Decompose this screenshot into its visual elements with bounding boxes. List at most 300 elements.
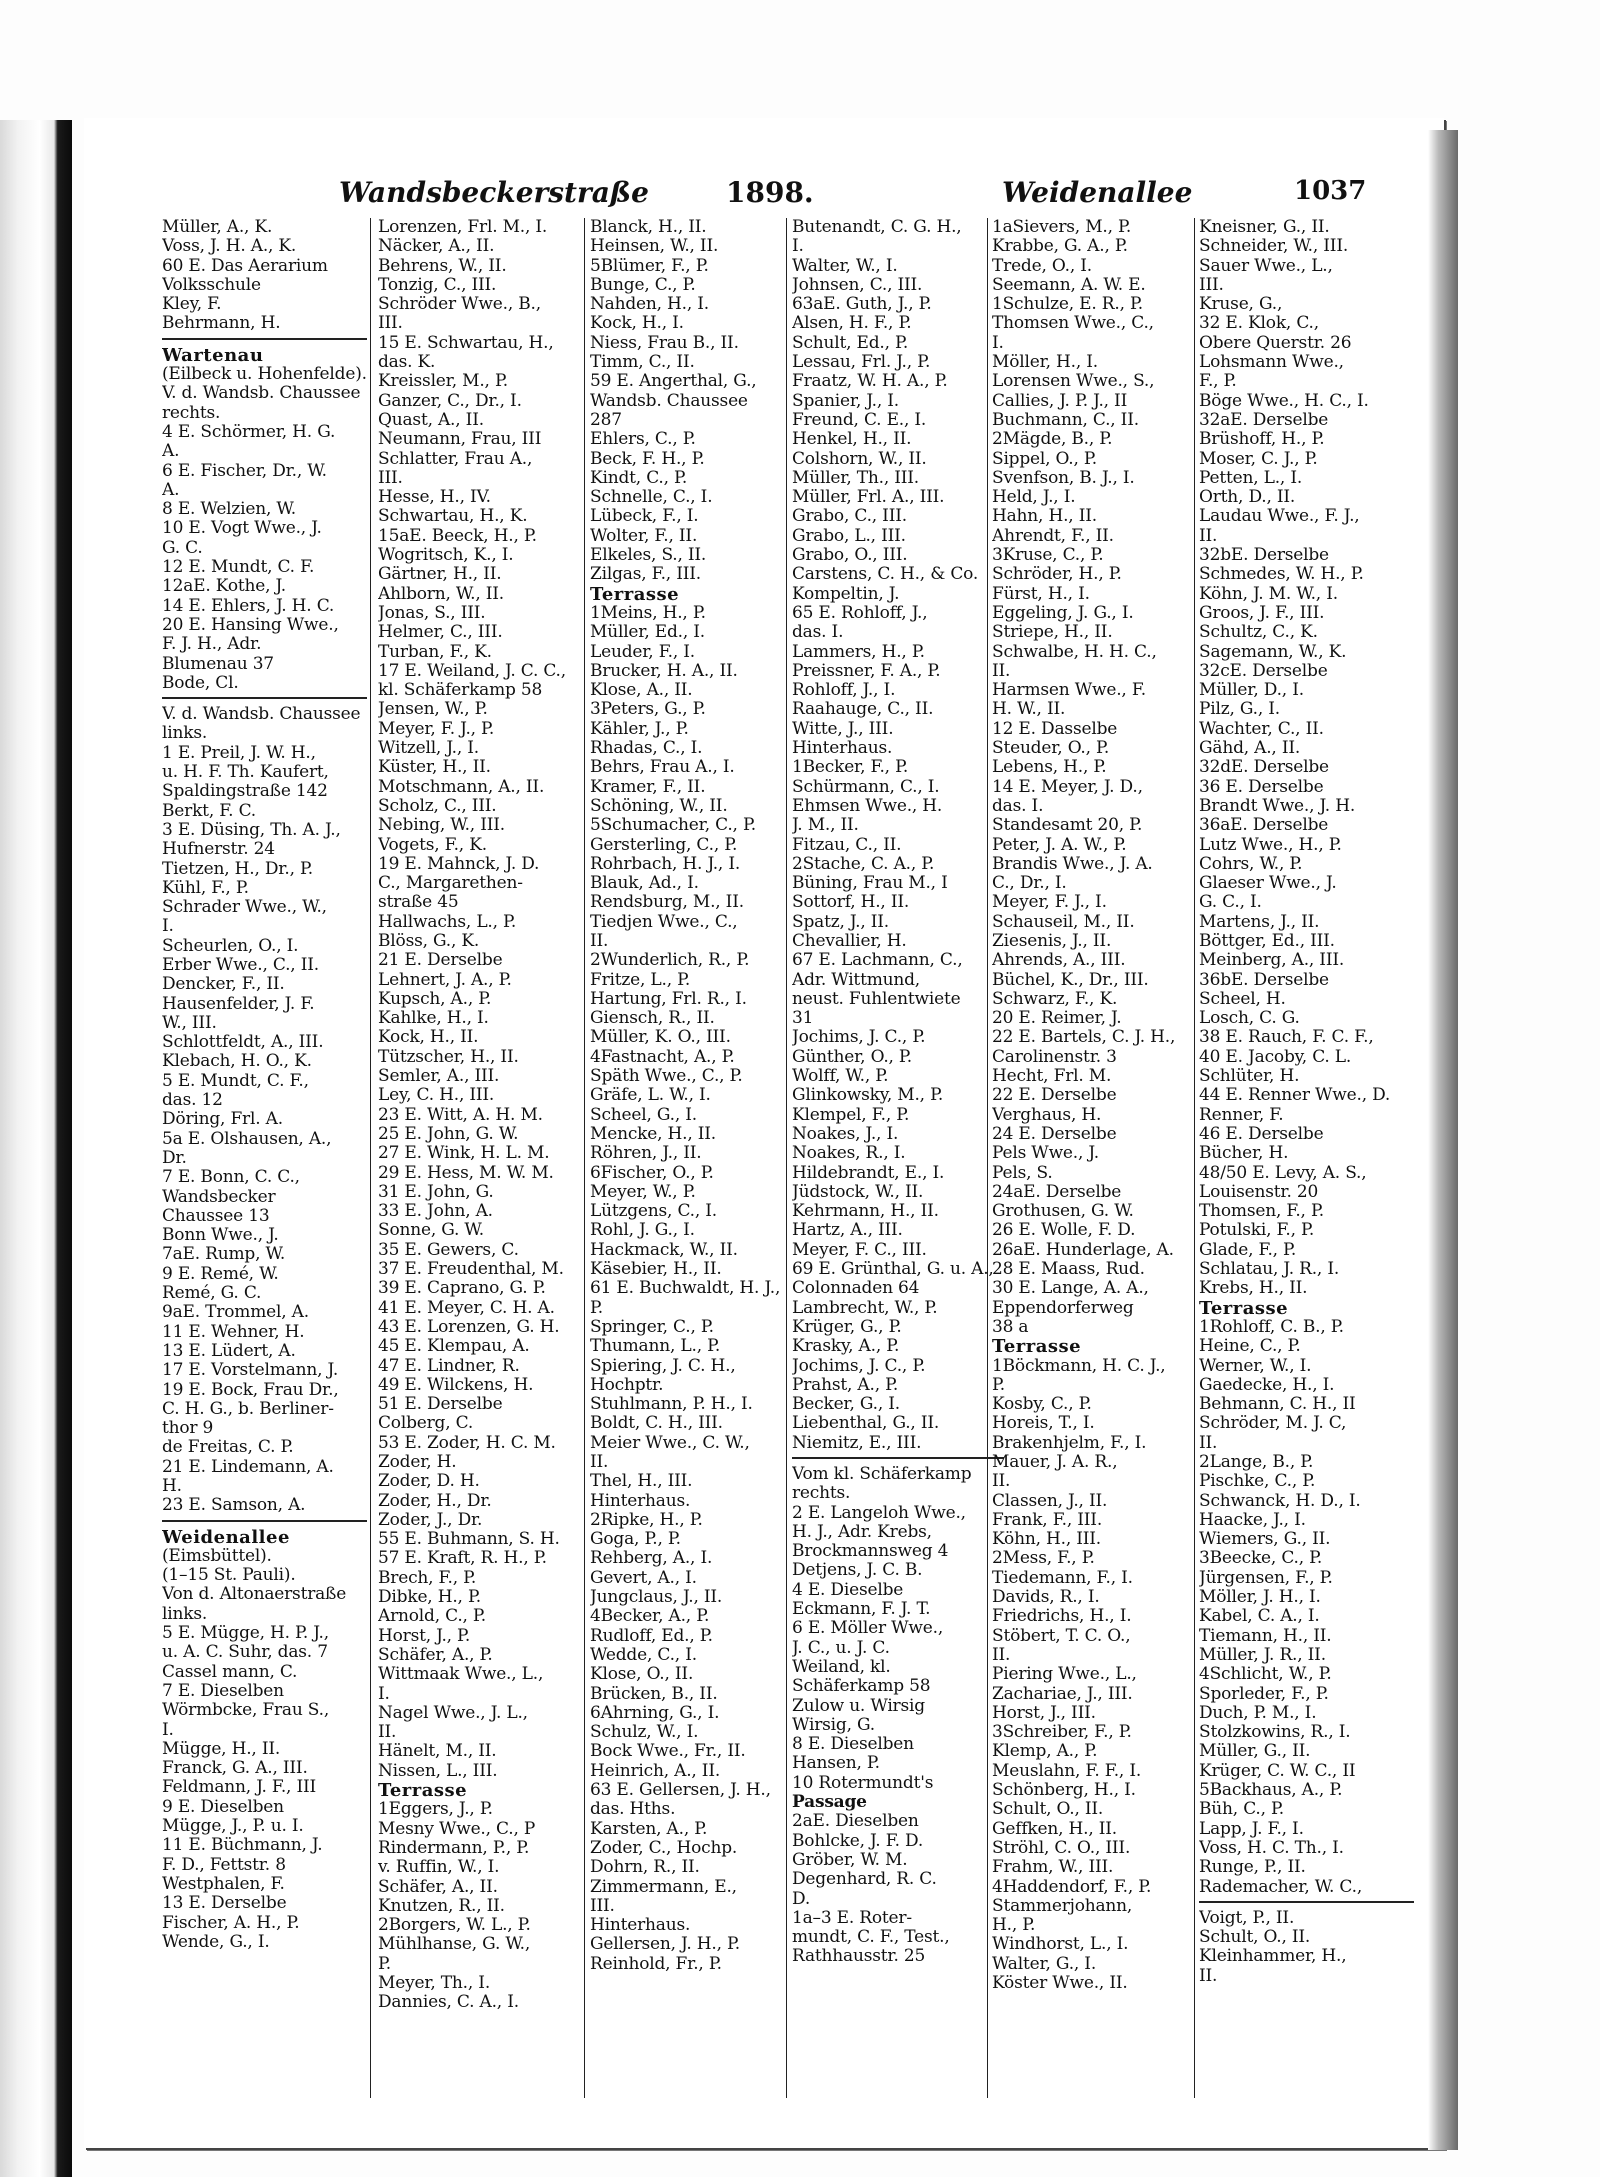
directory-entry: Kruse, G., bbox=[1199, 294, 1283, 315]
directory-entry: 24aE. Derselbe bbox=[992, 1181, 1122, 1202]
directory-entry: Hochptr. bbox=[590, 1374, 664, 1395]
directory-entry: I. bbox=[162, 916, 174, 937]
directory-entry: Hänelt, M., II. bbox=[378, 1741, 497, 1762]
directory-entry: Sagemann, W., K. bbox=[1199, 641, 1347, 662]
directory-entry: 1aSievers, M., P. bbox=[992, 218, 1132, 237]
directory-entry: Käsebier, H., II. bbox=[590, 1259, 722, 1280]
directory-entry: 4 E. Schörmer, H. G. bbox=[162, 421, 336, 442]
directory-entry: Spaldingstraße 142 bbox=[162, 781, 328, 802]
directory-entry: Fraatz, W. H. A., P. bbox=[792, 371, 948, 392]
directory-entry: Pels Wwe., J. bbox=[992, 1143, 1099, 1164]
directory-entry: 26 E. Wolle, F. D. bbox=[992, 1220, 1136, 1241]
directory-entry: 3Beecke, C., P. bbox=[1199, 1548, 1323, 1569]
directory-entry: Trede, O., I. bbox=[992, 255, 1092, 276]
directory-entry: Lammers, H., P. bbox=[792, 641, 925, 662]
directory-entry: Wirsig, G. bbox=[792, 1714, 875, 1735]
directory-entry: Kupsch, A., P. bbox=[378, 988, 492, 1009]
directory-entry: Semler, A., III. bbox=[378, 1066, 500, 1087]
directory-entry: 2Stache, C. A., P. bbox=[792, 853, 935, 874]
directory-entry: Prahst, A., P. bbox=[792, 1374, 899, 1395]
directory-entry: Köhn, J. M. W., I. bbox=[1199, 583, 1338, 604]
directory-entry: Vom kl. Schäferkamp bbox=[792, 1464, 972, 1484]
directory-entry: Zimmermann, E., bbox=[590, 1876, 737, 1897]
directory-entry: Hinterhaus. bbox=[590, 1915, 691, 1936]
directory-entry: Schauseil, M., II. bbox=[992, 911, 1135, 932]
directory-entry: Nissen, L., III. bbox=[378, 1760, 498, 1781]
directory-entry: Müller, A., K. bbox=[162, 218, 273, 237]
directory-entry: 2Borgers, W. L., P. bbox=[378, 1915, 531, 1936]
directory-entry: Schult, O., II. bbox=[1199, 1927, 1311, 1948]
directory-entry: H. J., Adr. Krebs, bbox=[792, 1521, 932, 1542]
directory-entry: Büning, Frau M., I bbox=[792, 873, 948, 894]
directory-entry: Müller, D., I. bbox=[1199, 680, 1304, 701]
directory-entry: Preissner, F. A., P. bbox=[792, 660, 941, 681]
directory-entry: 37 E. Freudenthal, M. bbox=[378, 1259, 564, 1280]
directory-entry: Hartz, A., III. bbox=[792, 1220, 903, 1241]
directory-entry: Schröder, H., P. bbox=[992, 564, 1122, 585]
directory-entry: Stuhlmann, P. H., I. bbox=[590, 1394, 753, 1415]
section-heading: Terrasse bbox=[378, 1780, 468, 1802]
directory-entry: u. A. C. Suhr, das. 7 bbox=[162, 1642, 328, 1663]
directory-entry: 21 E. Lindemann, A. bbox=[162, 1456, 334, 1477]
directory-entry: II. bbox=[992, 1471, 1011, 1492]
directory-entry: Grothusen, G. W. bbox=[992, 1201, 1134, 1222]
directory-entry: Krasky, A., P. bbox=[792, 1336, 900, 1357]
directory-entry: Thomsen, F., P. bbox=[1199, 1201, 1324, 1222]
directory-entry: Svenfson, B. J., I. bbox=[992, 467, 1135, 488]
directory-entry: Wedde, C., I. bbox=[590, 1644, 697, 1665]
section-heading: Terrasse bbox=[1199, 1297, 1289, 1319]
directory-entry: 2Lange, B., P. bbox=[1199, 1452, 1314, 1472]
directory-entry: Noakes, J., I. bbox=[792, 1123, 899, 1144]
directory-entry: Adr. Wittmund, bbox=[792, 969, 921, 990]
directory-entry: 15 E. Schwartau, H., bbox=[378, 332, 554, 353]
directory-entry: 36aE. Derselbe bbox=[1199, 815, 1329, 836]
directory-entry: (Eimsbüttel). bbox=[162, 1545, 272, 1566]
directory-entry: Schwalbe, H. H. C., bbox=[992, 641, 1157, 662]
directory-entry: Müller, J. R., II. bbox=[1199, 1644, 1326, 1665]
directory-entry: V. d. Wandsb. Chaussee bbox=[162, 383, 361, 404]
directory-entry: Klose, A., II. bbox=[590, 680, 693, 701]
directory-entry: 33 E. John, A. bbox=[378, 1201, 493, 1222]
directory-entry: Nagel Wwe., J. L., bbox=[378, 1702, 528, 1723]
directory-entry: 22 E. Bartels, C. J. H., bbox=[992, 1027, 1176, 1048]
directory-entry: Henkel, H., II. bbox=[792, 429, 912, 450]
directory-entry: Zoder, H., Dr. bbox=[378, 1490, 492, 1511]
directory-entry: Renner, F. bbox=[1199, 1104, 1284, 1125]
directory-entry: Leuder, F., I. bbox=[590, 641, 695, 662]
directory-entry: Ganzer, C., Dr., I. bbox=[378, 390, 522, 411]
directory-entry: 17 E. Weiland, J. C. C., bbox=[378, 660, 566, 681]
directory-entry: 19 E. Bock, Frau Dr., bbox=[162, 1379, 339, 1400]
directory-entry: 51 E. Derselbe bbox=[378, 1394, 503, 1415]
directory-entry: Lorensen Wwe., S., bbox=[992, 371, 1155, 392]
directory-entry: Westphalen, F. bbox=[162, 1873, 285, 1894]
directory-entry: Wogritsch, K., I. bbox=[378, 545, 514, 566]
directory-entry: Timm, C., II. bbox=[590, 352, 695, 373]
directory-entry: Eckmann, F. J. T. bbox=[792, 1599, 931, 1620]
directory-entry: Kühl, F., P. bbox=[162, 877, 249, 898]
directory-entry: Kock, H., II. bbox=[378, 1027, 479, 1048]
directory-entry: Zoder, D. H. bbox=[378, 1471, 480, 1492]
directory-entry: Glaeser Wwe., J. bbox=[1199, 873, 1337, 894]
directory-entry: 5Schumacher, C., P. bbox=[590, 815, 756, 836]
directory-entry: Moser, C. J., P. bbox=[1199, 448, 1318, 469]
directory-entry: Wolff, W., P. bbox=[792, 1066, 889, 1087]
directory-entry: 3Kruse, C., P. bbox=[992, 545, 1104, 566]
directory-entry: Behmann, C. H., II bbox=[1199, 1394, 1356, 1415]
directory-entry: Rudloff, Ed., P. bbox=[590, 1625, 713, 1646]
directory-entry: Meyer, F. J., P. bbox=[378, 718, 495, 739]
directory-entry: Mügge, H., II. bbox=[162, 1738, 281, 1759]
directory-entry: 1Eggers, J., P. bbox=[378, 1799, 493, 1820]
directory-entry: Mauer, J. A. R., bbox=[992, 1452, 1118, 1472]
directory-entry: Erber Wwe., C., II. bbox=[162, 954, 319, 975]
directory-entry: Frahm, W., III. bbox=[992, 1857, 1114, 1878]
directory-entry: das. I. bbox=[992, 795, 1044, 816]
directory-entry: Sippel, O., P. bbox=[992, 448, 1097, 469]
directory-entry: Wolter, F., II. bbox=[590, 525, 698, 546]
directory-entry: Rademacher, W. C., bbox=[1199, 1876, 1363, 1897]
directory-entry: Sottorf, H., II. bbox=[792, 892, 910, 913]
directory-entry: J. M., II. bbox=[792, 815, 859, 836]
directory-entry: Brücken, B., II. bbox=[590, 1683, 718, 1704]
directory-entry: H. W., II. bbox=[992, 699, 1066, 720]
directory-entry: Gräfe, L. W., I. bbox=[590, 1085, 711, 1106]
running-head-right: Weidenallee bbox=[1002, 176, 1193, 209]
directory-entry: W., III. bbox=[162, 1012, 217, 1033]
directory-entry: Büchel, K., Dr., III. bbox=[992, 969, 1149, 990]
directory-entry: 15aE. Beeck, H., P. bbox=[378, 525, 537, 546]
directory-entry: 67 E. Lachmann, C., bbox=[792, 950, 963, 971]
directory-entry: 3Peters, G., P. bbox=[590, 699, 706, 720]
directory-entry: Gellersen, J. H., P. bbox=[590, 1934, 740, 1955]
directory-entry: Bonn Wwe., J. bbox=[162, 1225, 279, 1246]
directory-entry: Müller, Frl. A., III. bbox=[792, 487, 945, 508]
directory-entry: 28 E. Maass, Rud. bbox=[992, 1259, 1145, 1280]
directory-entry: Helmer, C., III. bbox=[378, 622, 503, 643]
directory-entry: 2Mess, F., P. bbox=[992, 1548, 1095, 1569]
directory-entry: 14 E. Ehlers, J. H. C. bbox=[162, 595, 335, 616]
directory-entry: Feldmann, J. F., III bbox=[162, 1777, 317, 1798]
directory-entry: Louisenstr. 20 bbox=[1199, 1181, 1319, 1202]
directory-entry: Mencke, H., II. bbox=[590, 1123, 716, 1144]
directory-entry: H., P. bbox=[992, 1915, 1036, 1936]
directory-entry: 21 E. Derselbe bbox=[378, 950, 503, 971]
directory-entry: 5Blümer, F., P. bbox=[590, 255, 709, 276]
directory-entry: P. bbox=[992, 1374, 1005, 1395]
directory-entry: 14 E. Meyer, J. D., bbox=[992, 776, 1143, 797]
directory-entry: Hildebrandt, E., I. bbox=[792, 1162, 945, 1183]
directory-entry: Voss, H. C. Th., I. bbox=[1199, 1837, 1344, 1858]
page-shadow bbox=[1428, 130, 1458, 2150]
directory-entry: rechts. bbox=[792, 1483, 851, 1504]
directory-entry: Thel, H., III. bbox=[590, 1471, 693, 1492]
directory-entry: links. bbox=[162, 723, 208, 744]
directory-entry: Böttger, Ed., III. bbox=[1199, 930, 1335, 951]
directory-entry: Hinterhaus. bbox=[792, 738, 893, 759]
directory-entry: 2Ripke, H., P. bbox=[590, 1509, 703, 1530]
directory-entry: Callies, J. P. J., II bbox=[992, 390, 1128, 411]
directory-entry: Franck, G. A., III. bbox=[162, 1758, 308, 1779]
directory-entry: Voss, J. H. A., K. bbox=[162, 236, 297, 257]
directory-entry: Springer, C., P. bbox=[590, 1316, 714, 1337]
directory-entry: Obere Querstr. 26 bbox=[1199, 332, 1352, 353]
directory-entry: 5Backhaus, A., P. bbox=[1199, 1780, 1343, 1801]
directory-entry: Piering Wwe., L., bbox=[992, 1664, 1137, 1685]
directory-entry: P. bbox=[378, 1953, 391, 1974]
directory-entry: Hallwachs, L., P. bbox=[378, 911, 517, 932]
directory-entry: Turban, F., K. bbox=[378, 641, 492, 662]
directory-entry: Wiemers, G., II. bbox=[1199, 1529, 1331, 1550]
directory-entry: Thumann, L., P. bbox=[590, 1336, 721, 1357]
directory-entry: 23 E. Samson, A. bbox=[162, 1495, 306, 1516]
directory-entry: das. Hths. bbox=[590, 1799, 676, 1820]
directory-entry: III. bbox=[378, 467, 403, 488]
directory-entry: Büh, C., P. bbox=[1199, 1799, 1285, 1820]
section-heading: Terrasse bbox=[992, 1336, 1082, 1358]
directory-entry: Horst, J., III. bbox=[992, 1702, 1096, 1723]
directory-entry: kl. Schäferkamp 58 bbox=[378, 680, 543, 701]
directory-entry: 19 E. Mahnck, J. D. bbox=[378, 853, 540, 874]
directory-entry: Carstens, C. H., & Co. bbox=[792, 564, 979, 585]
directory-entry: Brandt Wwe., J. H. bbox=[1199, 795, 1356, 816]
directory-entry: Davids, R., I. bbox=[992, 1587, 1100, 1608]
directory-entry: 6Fischer, O., P. bbox=[590, 1162, 714, 1183]
directory-entry: Colonnaden 64 bbox=[792, 1278, 920, 1299]
directory-entry: straße 45 bbox=[378, 892, 459, 913]
directory-entry: Gevert, A., I. bbox=[590, 1567, 697, 1588]
directory-entry: I. bbox=[162, 1719, 174, 1740]
directory-entry: Nebing, W., III. bbox=[378, 815, 505, 836]
directory-entry: Schöning, W., II. bbox=[590, 795, 728, 816]
directory-entry: neust. Fuhlentwiete bbox=[792, 988, 961, 1009]
directory-entry: 36bE. Derselbe bbox=[1199, 969, 1329, 990]
directory-entry: 5 E. Mundt, C. F., bbox=[162, 1070, 309, 1091]
directory-entry: Arnold, C., P. bbox=[378, 1606, 486, 1627]
directory-entry: 60 E. Das Aerarium bbox=[162, 255, 328, 276]
directory-entry: Scheurlen, O., I. bbox=[162, 935, 299, 956]
directory-entry: 12aE. Kothe, J. bbox=[162, 576, 287, 597]
directory-entry: Lebens, H., P. bbox=[992, 757, 1107, 778]
directory-entry: Klempel, F., P. bbox=[792, 1104, 910, 1125]
directory-entry: Mühlhanse, G. W., bbox=[378, 1934, 531, 1955]
directory-entry: II. bbox=[378, 1722, 397, 1743]
directory-entry: Carolinenstr. 3 bbox=[992, 1046, 1117, 1067]
directory-entry: Bode, Cl. bbox=[162, 672, 239, 693]
directory-entry: Goga, P., P. bbox=[590, 1529, 681, 1550]
directory-entry: Kramer, F., II. bbox=[590, 776, 706, 797]
directory-entry: 1Meins, H., P. bbox=[590, 602, 706, 623]
directory-entry: Bunge, C., P. bbox=[590, 274, 696, 295]
directory-entry: Voigt, P., II. bbox=[1199, 1907, 1295, 1928]
directory-entry: 49 E. Wilckens, H. bbox=[378, 1374, 534, 1395]
directory-entry: 36 E. Derselbe bbox=[1199, 776, 1324, 797]
directory-entry: Wittmaak Wwe., L., bbox=[378, 1664, 544, 1685]
directory-entry: Böge Wwe., H. C., I. bbox=[1199, 390, 1369, 411]
directory-entry: 17 E. Vorstelmann, J. bbox=[162, 1360, 339, 1381]
directory-entry: Hecht, Frl. M. bbox=[992, 1066, 1112, 1087]
directory-entry: Bock Wwe., Fr., II. bbox=[590, 1741, 746, 1762]
directory-entry: Schürmann, C., I. bbox=[792, 776, 940, 797]
directory-entry: Beck, F. H., P. bbox=[590, 448, 705, 469]
directory-entry: F., P. bbox=[1199, 371, 1237, 392]
directory-entry: Lützgens, C., I. bbox=[590, 1201, 717, 1222]
directory-entry: 55 E. Buhmann, S. H. bbox=[378, 1529, 560, 1550]
directory-entry: Schröder Wwe., B., bbox=[378, 294, 541, 315]
directory-entry: II. bbox=[590, 1452, 609, 1472]
directory-entry: Rindermann, P., P. bbox=[378, 1837, 530, 1858]
directory-entry: 4Fastnacht, A., P. bbox=[590, 1046, 735, 1067]
directory-entry: Hesse, H., IV. bbox=[378, 487, 491, 508]
directory-entry: Karsten, A., P. bbox=[590, 1818, 708, 1839]
directory-entry: 12 E. Dasselbe bbox=[992, 718, 1118, 739]
directory-entry: Brockmannsweg 4 bbox=[792, 1541, 949, 1562]
directory-entry: Jensen, W., P. bbox=[378, 699, 488, 720]
directory-entry: Lapp, J. F., I. bbox=[1199, 1818, 1304, 1839]
directory-entry: Weiland, kl. bbox=[792, 1656, 891, 1677]
directory-entry: 32bE. Derselbe bbox=[1199, 545, 1329, 566]
directory-entry: 39 E. Caprano, G. P. bbox=[378, 1278, 546, 1299]
directory-entry: I. bbox=[378, 1683, 390, 1704]
directory-column-5 bbox=[992, 218, 1207, 2108]
directory-entry: Remé, G. C. bbox=[162, 1283, 262, 1304]
directory-entry: 6Ahrning, G., I. bbox=[590, 1702, 720, 1723]
directory-entry: Näcker, A., II. bbox=[378, 236, 495, 257]
directory-entry: F. J. H., Adr. bbox=[162, 634, 262, 655]
directory-entry: 1Rohloff, C. B., P. bbox=[1199, 1316, 1344, 1337]
directory-entry: 7 E. Bonn, C. C., bbox=[162, 1167, 300, 1188]
directory-entry: Fritze, L., P. bbox=[590, 969, 691, 990]
directory-entry: Werner, W., I. bbox=[1199, 1355, 1312, 1376]
directory-entry: Spatz, J., II. bbox=[792, 911, 890, 932]
directory-entry: 9 E. Remé, W. bbox=[162, 1263, 279, 1284]
directory-entry: 43 E. Lorenzen, G. H. bbox=[378, 1316, 560, 1337]
directory-entry: de Freitas, C. P. bbox=[162, 1437, 294, 1458]
directory-entry: Röhren, J., II. bbox=[590, 1143, 702, 1164]
directory-entry: Dohrn, R., II. bbox=[590, 1857, 700, 1878]
directory-entry: Tiedemann, F., I. bbox=[992, 1567, 1133, 1588]
directory-entry: Jonas, S., III. bbox=[378, 602, 486, 623]
directory-entry: Chevallier, H. bbox=[792, 930, 907, 951]
directory-entry: 20 E. Hansing Wwe., bbox=[162, 614, 339, 635]
directory-entry: F. D., Fettstr. 8 bbox=[162, 1854, 286, 1875]
directory-entry: 13 E. Lüdert, A. bbox=[162, 1340, 296, 1361]
directory-entry: Horeis, T., I. bbox=[992, 1413, 1095, 1434]
directory-entry: Schönberg, H., I. bbox=[992, 1780, 1136, 1801]
directory-entry: Hartung, Frl. R., I. bbox=[590, 988, 747, 1009]
directory-entry: 32cE. Derselbe bbox=[1199, 660, 1328, 681]
directory-entry: Berkt, F. C. bbox=[162, 800, 256, 821]
directory-entry: Gersterling, C., P. bbox=[590, 834, 738, 855]
directory-entry: Steuder, O., P. bbox=[992, 738, 1110, 759]
directory-entry: Gaedecke, H., I. bbox=[1199, 1374, 1335, 1395]
directory-entry: Schäfer, A., P. bbox=[378, 1644, 493, 1665]
directory-entry: Rohrbach, H. J., I. bbox=[590, 853, 741, 874]
directory-entry: Ahlborn, W., II. bbox=[378, 583, 505, 604]
directory-entry: Kahlke, H., I. bbox=[378, 1008, 489, 1029]
directory-entry: II. bbox=[992, 1644, 1011, 1665]
directory-entry: Müller, Th., III. bbox=[792, 467, 920, 488]
directory-entry: Meinberg, A., III. bbox=[1199, 950, 1345, 971]
directory-entry: Kabel, C. A., I. bbox=[1199, 1606, 1320, 1627]
directory-entry: Zachariae, J., III. bbox=[992, 1683, 1133, 1704]
directory-entry: Walter, G., I. bbox=[992, 1953, 1097, 1974]
directory-entry: Volksschule bbox=[162, 274, 261, 295]
directory-entry: Meyer, W., P. bbox=[590, 1181, 696, 1202]
directory-entry: Sporleder, F., P. bbox=[1199, 1683, 1329, 1704]
left-page-edge bbox=[0, 120, 72, 2177]
directory-entry: Vogets, F., K. bbox=[378, 834, 487, 855]
directory-entry: 7 E. Dieselben bbox=[162, 1680, 284, 1701]
directory-entry: Heinsen, W., II. bbox=[590, 236, 719, 257]
directory-entry: 35 E. Gewers, C. bbox=[378, 1239, 519, 1260]
directory-entry: 24 E. Derselbe bbox=[992, 1123, 1117, 1144]
directory-entry: Zoder, C., Hochp. bbox=[590, 1837, 738, 1858]
directory-entry: H. bbox=[162, 1476, 182, 1496]
directory-entry: Verghaus, H. bbox=[992, 1104, 1102, 1125]
directory-entry: 7aE. Rump, W. bbox=[162, 1244, 286, 1265]
directory-entry: Späth Wwe., C., P. bbox=[590, 1066, 743, 1087]
directory-entry: Köhn, H., III. bbox=[992, 1529, 1101, 1550]
directory-entry: Meyer, F. J., I. bbox=[992, 892, 1107, 913]
directory-entry: Seemann, A. W. E. bbox=[992, 274, 1146, 295]
running-head-year: 1898. bbox=[726, 176, 814, 209]
directory-entry: Lübeck, F., I. bbox=[590, 506, 699, 527]
directory-entry: 22 E. Derselbe bbox=[992, 1085, 1117, 1106]
directory-entry: Blanck, H., II. bbox=[590, 218, 707, 237]
directory-column-1 bbox=[162, 218, 367, 2108]
directory-entry: Petten, L., I. bbox=[1199, 467, 1303, 488]
directory-entry: Wachter, C., II. bbox=[1199, 718, 1324, 739]
directory-entry: Rendsburg, M., II. bbox=[590, 892, 744, 913]
directory-entry: Köster Wwe., II. bbox=[992, 1973, 1128, 1994]
directory-entry: Rohloff, J., I. bbox=[792, 680, 896, 701]
directory-entry: Lutz Wwe., H., P. bbox=[1199, 834, 1342, 855]
directory-entry: Stöbert, T. C. O., bbox=[992, 1625, 1131, 1646]
directory-entry: Pels, S. bbox=[992, 1162, 1053, 1183]
directory-entry: 65 E. Rohloff, J., bbox=[792, 602, 928, 623]
directory-entry: Hufnerstr. 24 bbox=[162, 839, 275, 860]
directory-entry: das. K. bbox=[378, 352, 436, 373]
directory-entry: 287 bbox=[590, 409, 622, 430]
directory-entry: 9 E. Dieselben bbox=[162, 1796, 284, 1817]
directory-entry: Zilgas, F., III. bbox=[590, 564, 701, 585]
directory-entry: Spiering, J. C. H., bbox=[590, 1355, 736, 1376]
directory-entry: 53 E. Zoder, H. C. M. bbox=[378, 1432, 556, 1453]
directory-entry: Sonne, G. W. bbox=[378, 1220, 484, 1241]
directory-entry: 1Böckmann, H. C. J., bbox=[992, 1355, 1166, 1376]
directory-entry: 2 E. Langeloh Wwe., bbox=[792, 1502, 966, 1523]
directory-entry: Witte, J., III. bbox=[792, 718, 894, 739]
directory-entry: 61 E. Buchwaldt, H. J., bbox=[590, 1278, 781, 1299]
directory-entry: 8 E. Welzien, W. bbox=[162, 499, 296, 520]
directory-entry: 30 E. Lange, A. A., bbox=[992, 1278, 1149, 1299]
directory-entry: III. bbox=[590, 1895, 615, 1916]
directory-entry: Hansen, P. bbox=[792, 1753, 880, 1774]
directory-entry: Glinkowsky, M., P. bbox=[792, 1085, 944, 1106]
directory-entry: Müller, K. O., III. bbox=[590, 1027, 731, 1048]
directory-entry: Lorenzen, Frl. M., I. bbox=[378, 218, 548, 237]
directory-entry: D. bbox=[792, 1888, 811, 1909]
directory-entry: 38 a bbox=[992, 1316, 1029, 1337]
directory-entry: Wende, G., I. bbox=[162, 1931, 270, 1952]
directory-entry: Möller, J. H., I. bbox=[1199, 1587, 1321, 1608]
directory-entry: Grabo, L., III. bbox=[792, 525, 906, 546]
directory-entry: Alsen, H. F., P. bbox=[792, 313, 912, 334]
directory-entry: I. bbox=[992, 332, 1004, 353]
directory-entry: Jungclaus, J., II. bbox=[590, 1587, 723, 1608]
